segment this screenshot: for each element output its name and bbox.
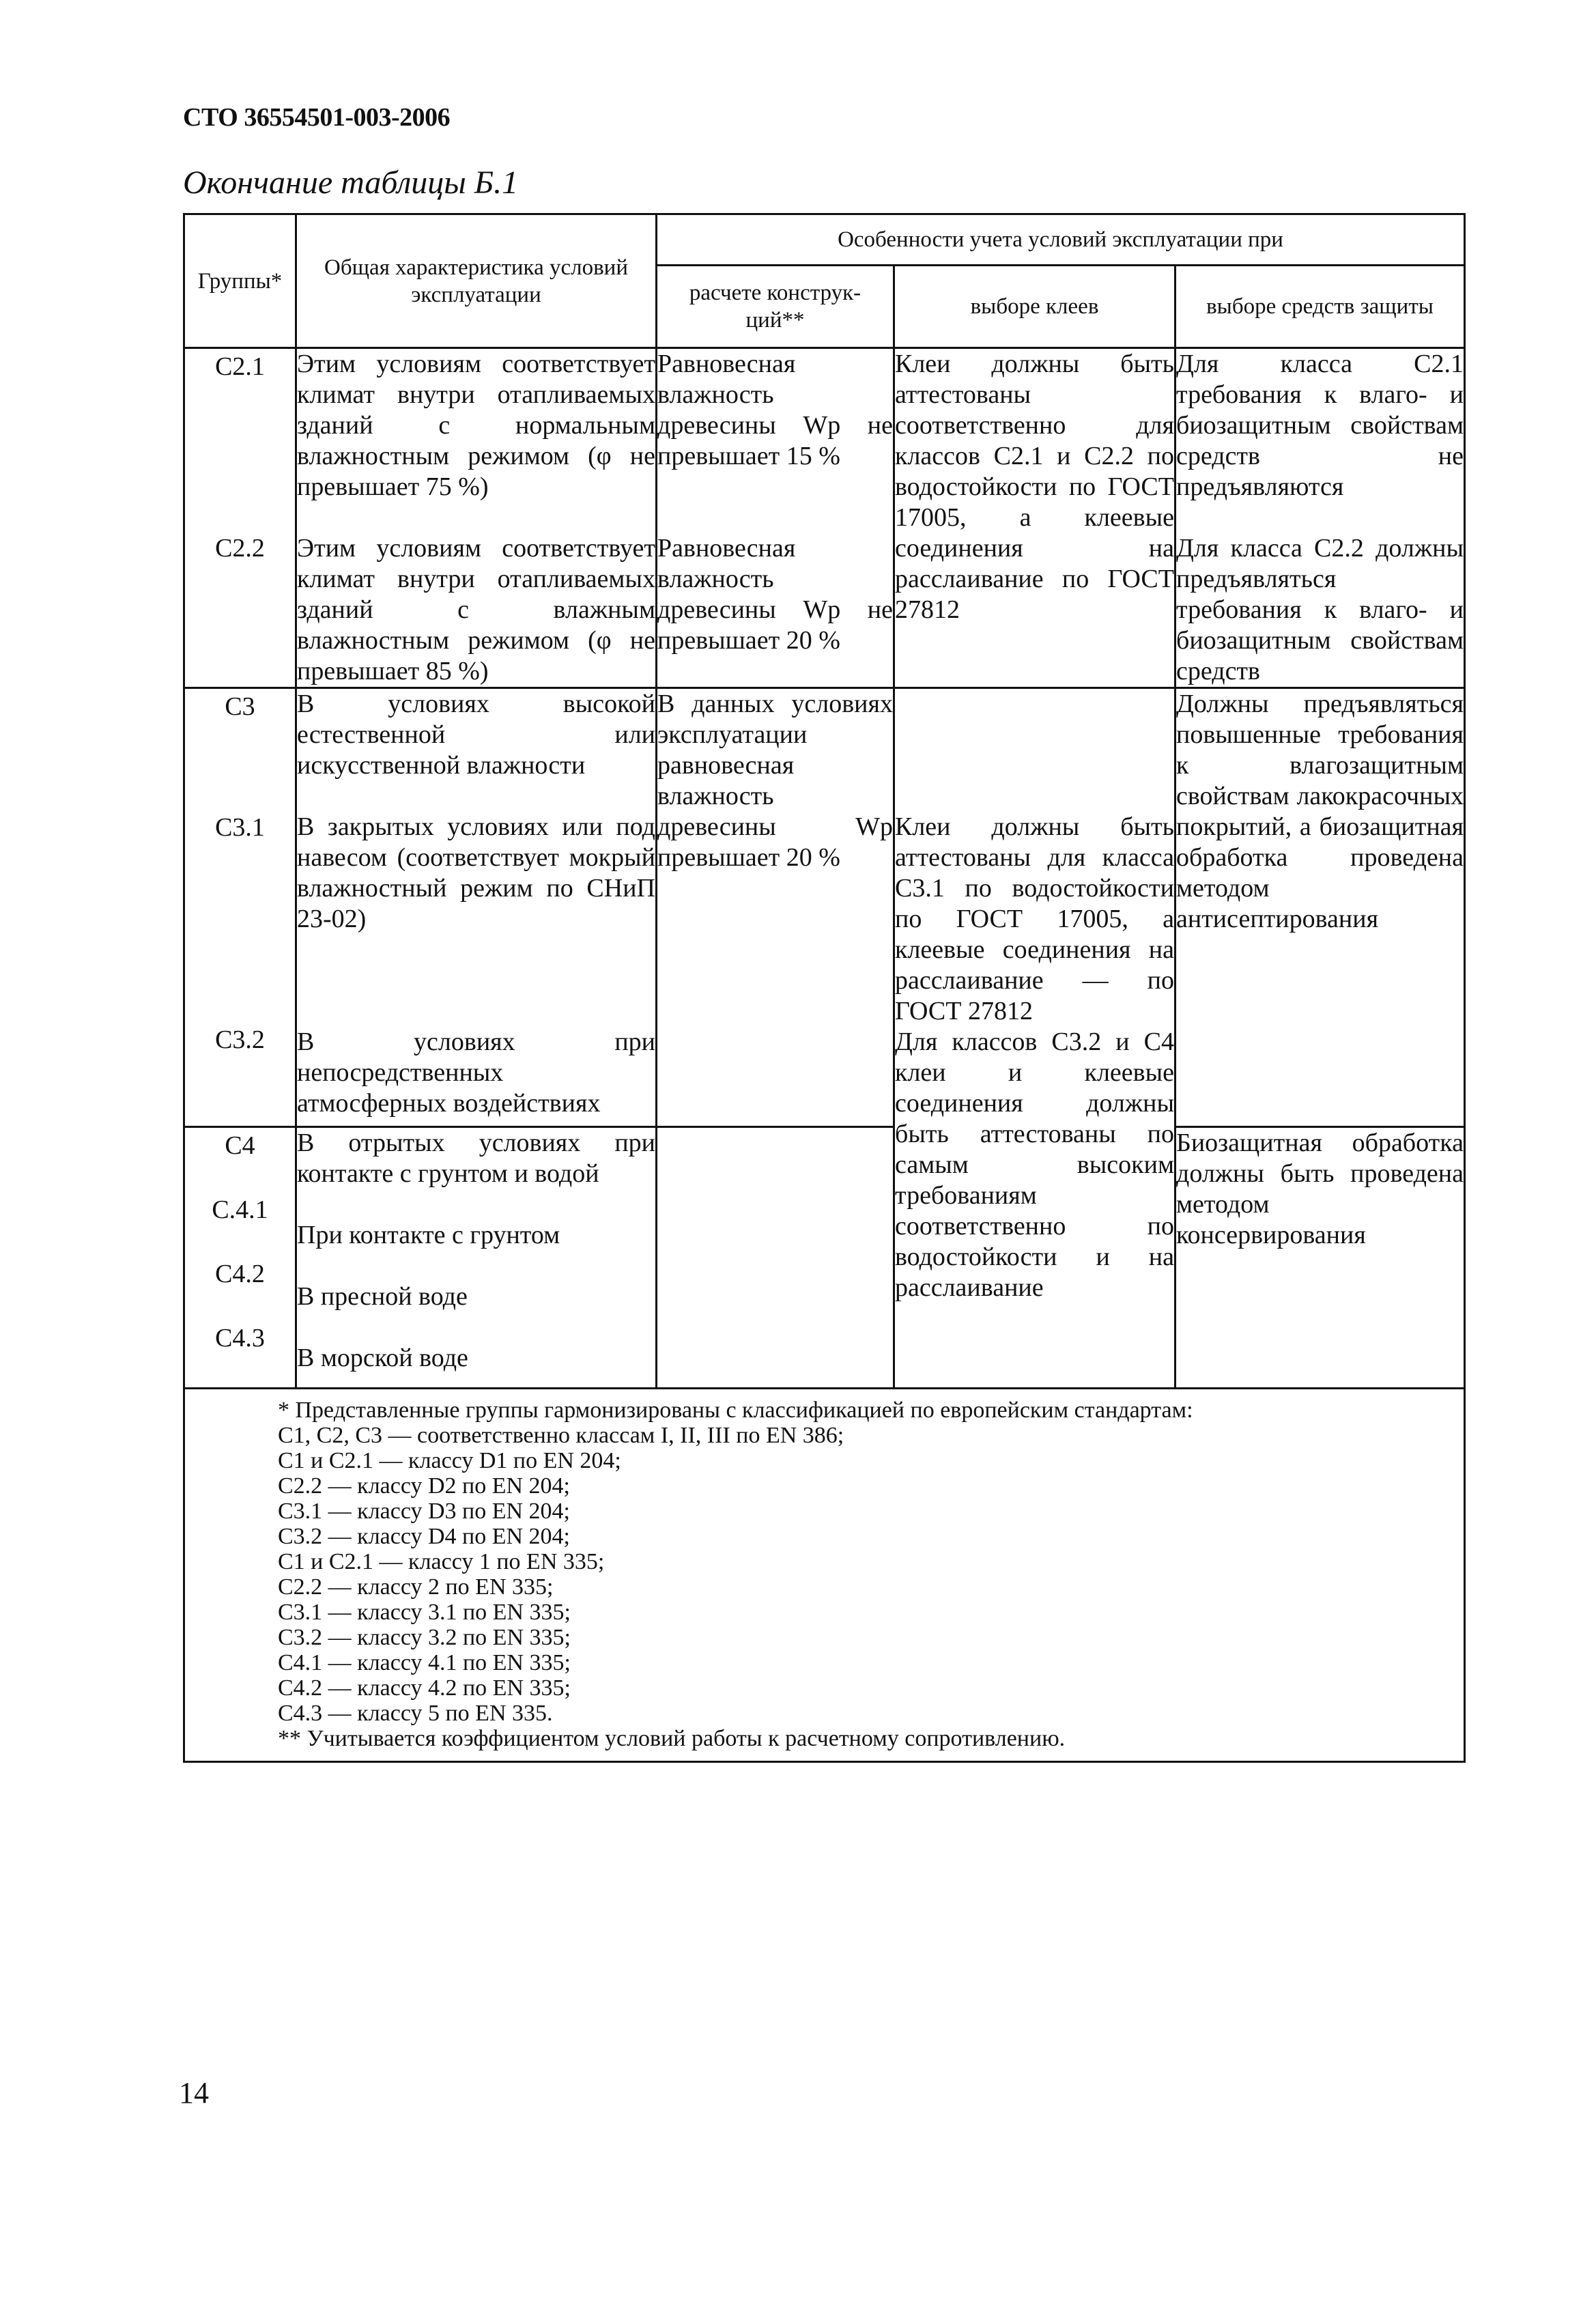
group-cell: [184, 348, 296, 688]
group-label: С3.1: [215, 813, 265, 842]
general-cell: [296, 688, 657, 1127]
group-cell: [184, 1127, 296, 1389]
group-label: С4.3: [215, 1324, 265, 1352]
note-line: С3.2 — классу 3.2 по EN 335;: [278, 1625, 571, 1650]
header-features: Особенности учета условий эксплуатации при: [657, 214, 1465, 266]
group-cell: [184, 688, 296, 1127]
table-row: [184, 688, 1465, 1127]
notes-row: [184, 1389, 1465, 1762]
glue-cell: Клеи должны быть аттестованы соответственно для классов С2.1 и С2.2 по водостойкости по ГОСТ 17005, а клеевые соединения на расслаивание по ГОСТ 27812: [894, 348, 1175, 688]
glue-text: Клеи должны быть аттестованы для класса С3.1 по водостойкости по ГОСТ 17005, а клеевые соединения на расслаивание — по ГОСТ 27812: [895, 812, 1174, 1025]
note-line: С3.2 — классу D4 по EN 204;: [278, 1524, 571, 1549]
protection-text: Для класса С2.1 требования к влаго- и биозащитным свойствам средств не предъявляются: [1176, 350, 1464, 501]
header-protection: выборе средств защиты: [1175, 266, 1465, 348]
protection-text: Для класса С2.2 должны предъявляться требования к влаго- и биозащитным свойствам средств: [1176, 534, 1464, 685]
note-line: С4.2 — классу 4.2 по EN 335;: [278, 1675, 571, 1701]
calc-cell: [657, 1127, 894, 1389]
group-label: С2.1: [215, 352, 265, 381]
note-line: С3.1 — классу D3 по EN 204;: [278, 1499, 571, 1524]
note-line: С4.1 — классу 4.1 по EN 335;: [278, 1650, 571, 1675]
header-calc: расчете конструк-ций**: [657, 266, 894, 348]
note-line: С3.1 — классу 3.1 по EN 335;: [278, 1600, 571, 1625]
group-label: С3.2: [215, 1025, 265, 1054]
glue-cell: [894, 688, 1175, 1389]
condition-text: В условиях при непосредственных атмосферных воздействиях: [297, 1027, 655, 1118]
group-label: С2.2: [215, 534, 265, 563]
condition-text: В пресной воде: [297, 1282, 468, 1311]
condition-text: В условиях высокой естественной или искусственной влажности: [297, 690, 655, 780]
calc-text: Равновесная влажность древесины Wр не превышает 20 %: [657, 534, 893, 655]
condition-text: Этим условиям соответствует климат внутри отапливаемых зданий с нормальным влажностным режимом (φ не превышает 75 %): [297, 350, 655, 501]
note-line: С1 и С2.1 — классу D1 по EN 204;: [278, 1448, 621, 1473]
condition-text: В морской воде: [297, 1344, 468, 1372]
protection-cell: [1175, 348, 1465, 688]
calc-cell: В данных условиях эксплуатации равновесная влажность древесины Wр превышает 20 %: [657, 688, 894, 1127]
condition-text: В закрытых условиях или под навесом (соответствует мокрый влажностный режим по СНиП 23-02): [297, 812, 655, 933]
general-cell: [296, 348, 657, 688]
condition-text: При контакте с грунтом: [297, 1221, 560, 1249]
header-groups: Группы*: [184, 214, 296, 348]
protection-cell: Должны предъявляться повышенные требования к влагозащитным свойствам лакокрасочных покрытий, а биозащитная обработка проведена методом антисептирования: [1175, 688, 1465, 1127]
note-line: С1, С2, С3 — соответственно классам I, II, III по EN 386;: [278, 1423, 844, 1448]
group-label: С.4.1: [212, 1195, 268, 1224]
note-line: С2.2 — классу 2 по EN 335;: [278, 1574, 554, 1600]
note-line: ** Учитывается коэффициентом условий работы к расчетному сопротивлению.: [278, 1726, 1066, 1751]
note-line: С2.2 — классу D2 по EN 204;: [278, 1473, 571, 1499]
conditions-table: [183, 213, 1466, 1763]
condition-text: В отрытых условиях при контакте с грунтом и водой: [297, 1129, 655, 1188]
table-header-row: [184, 214, 1465, 266]
header-glue: выборе клеев: [894, 266, 1175, 348]
group-label: С4.2: [215, 1260, 265, 1288]
general-cell: [296, 1127, 657, 1389]
note-line: * Представленные группы гармонизированы с классификацией по европейским стандартам:: [278, 1398, 1193, 1423]
protection-cell: Биозащитная обработка должны быть проведена методом консервирования: [1175, 1127, 1465, 1389]
page-number: 14: [179, 2076, 209, 2110]
calc-text: Равновесная влажность древесины Wр не превышает 15 %: [657, 350, 893, 470]
notes-cell: [184, 1389, 1465, 1762]
header-general-conditions: Общая характеристика условий эксплуатации: [296, 214, 657, 348]
table-row: [184, 1127, 1465, 1389]
group-label: С3: [225, 692, 255, 721]
table-row: [184, 348, 1465, 688]
glue-text: Для классов С3.2 и С4 клеи и клеевые соединения должны быть аттестованы по самым высоким требованиям соответственно по водостойкости и на расслаивание: [895, 1027, 1174, 1302]
note-line: С1 и С2.1 — классу 1 по EN 335;: [278, 1549, 605, 1574]
condition-text: Этим условиям соответствует климат внутри отапливаемых зданий с влажным влажностным режимом (φ не превышает 85 %): [297, 534, 655, 685]
document-code: СТО 36554501-003-2006: [183, 103, 451, 132]
note-line: С4.3 — классу 5 по EN 335.: [278, 1701, 553, 1726]
group-label: С4: [225, 1131, 255, 1160]
table-continuation-caption: Окончание таблицы Б.1: [183, 165, 519, 201]
calc-cell: [657, 348, 894, 688]
